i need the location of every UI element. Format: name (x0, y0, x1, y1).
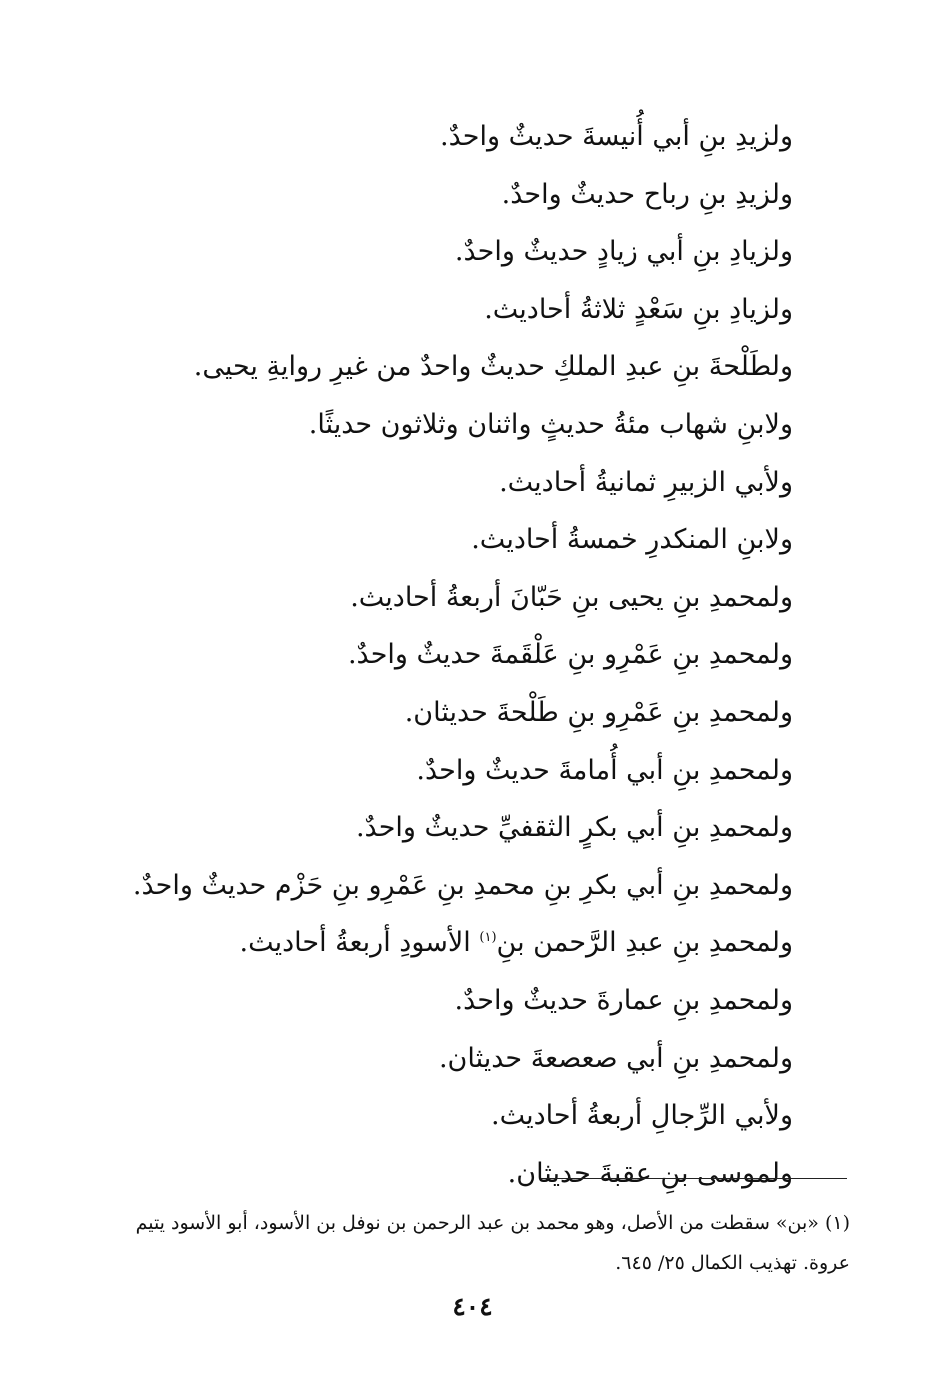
line-text-before-ref: ولمحمدِ بنِ عبدِ الرَّحمن بنِ (496, 927, 793, 959)
text-line: ولمحمدِ بنِ أبي بكرِ بنِ محمدِ بنِ عَمْرِو بنِ حَزْم حديثٌ واحدٌ. (132, 869, 793, 901)
footnote-line: (١) «بن» سقطت من الأصل، وهو محمد بن عبد الرحمن بن نوفل بن الأسود، أبو الأسود يتيم (135, 1212, 850, 1234)
footnote-separator (541, 1178, 847, 1179)
text-line: ولطَلْحةَ بنِ عبدِ الملكِ حديثٌ واحدٌ من غيرِ روايةِ يحيى. (193, 351, 793, 383)
footnote-reference[interactable]: (١) (479, 930, 497, 946)
text-line-with-footnote-ref (93, 914, 793, 972)
text-line: ولمحمدِ بنِ أبي بكرٍ الثقفيِّ حديثٌ واحدٌ. (355, 812, 793, 844)
main-text (93, 108, 793, 1202)
text-line: ولمحمدِ بنِ عَمْرِو بنِ طَلْحةَ حديثان. (404, 696, 793, 728)
text-line: ولزيدِ بنِ رباح حديثٌ واحدٌ. (501, 178, 793, 210)
text-line: ولموسى بنِ عقبةَ حديثان. (507, 1157, 793, 1189)
page-number: ٤٠٤ (452, 1292, 493, 1321)
footnote-line: عروة. تهذيب الكمال ٢٥/ ٦٤٥. (615, 1252, 850, 1274)
text-line: ولزيدِ بنِ أبي أُنيسةَ حديثٌ واحدٌ. (440, 121, 793, 152)
text-line: ولمحمدِ بنِ يحيى بنِ حَبّانَ أربعةُ أحاديث. (350, 581, 793, 613)
line-text-after-ref: الأسودِ أربعةُ أحاديث. (239, 927, 480, 959)
text-line: ولابنِ شهاب مئةُ حديثٍ واثنان وثلاثون حديثًا. (308, 408, 793, 440)
text-line: ولأبي الزبيرِ ثمانيةُ أحاديث. (499, 466, 793, 498)
text-line: ولمحمدِ بنِ أبي صعصعةَ حديثان. (438, 1042, 793, 1074)
text-line: ولمحمدِ بنِ أبي أُمامةَ حديثٌ واحدٌ. (416, 754, 793, 786)
text-line: ولزيادِ بنِ أبي زيادٍ حديثٌ واحدٌ. (454, 236, 793, 268)
text-line: ولأبي الرِّجالِ أربعةُ أحاديث. (491, 1100, 793, 1132)
text-line: ولمحمدِ بنِ عَمْرِو بنِ عَلْقَمةَ حديثٌ واحدٌ. (347, 639, 793, 671)
footnote (105, 1203, 850, 1283)
text-line: ولزيادِ بنِ سَعْدٍ ثلاثةُ أحاديث. (484, 293, 793, 325)
text-line: ولمحمدِ بنِ عمارةَ حديثٌ واحدٌ. (454, 984, 793, 1016)
text-line: ولابنِ المنكدرِ خمسةُ أحاديث. (471, 524, 793, 556)
